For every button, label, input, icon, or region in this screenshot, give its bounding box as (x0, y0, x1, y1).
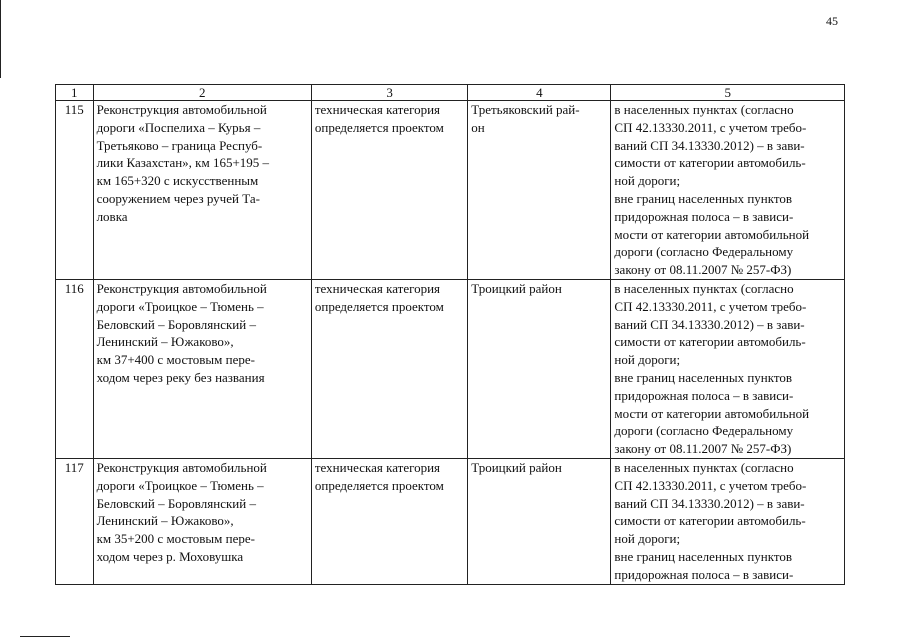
category-cell: техническая категория определяется проектом (311, 280, 467, 459)
category-cell: техническая категория определяется проектом (311, 101, 467, 280)
district-cell: Троицкий район (468, 280, 611, 459)
object-cell: Реконструкция автомобильной дороги «Троицкое – Тюмень – Беловский – Боровлянский – Ленинский – Южаково», км 35+200 с мостовым пере- ходом через р. Моховушка (93, 459, 311, 585)
object-cell: Реконструкция автомобильной дороги «Троицкое – Тюмень – Беловский – Боровлянский – Ленинский – Южаково», км 37+400 с мостовым пере- ходом через реку без названия (93, 280, 311, 459)
table-row (56, 101, 845, 280)
scan-edge-line-bottom (20, 636, 70, 637)
column-header-2: 2 (93, 85, 311, 101)
table-header (56, 85, 845, 101)
row-number-cell: 116 (56, 280, 94, 459)
category-cell: техническая категория определяется проектом (311, 459, 467, 585)
page-number: 45 (826, 14, 838, 28)
column-header-1: 1 (56, 85, 94, 101)
table-header-row (56, 85, 845, 101)
zone-cell: в населенных пунктах (согласно СП 42.13330.2011, с учетом требо- ваний СП 34.13330.2012) – в зави- симости от категории автомобиль- ной дороги; вне границ населенных пунктов придорожная полоса – в зависи- мости от категории автомобильной дороги (согласно Федеральному закону от 08.11.2007 № 257-ФЗ) (611, 101, 845, 280)
column-header-3: 3 (311, 85, 467, 101)
object-cell: Реконструкция автомобильной дороги «Поспелиха – Курья – Третьяково – граница Респуб- лики Казахстан», км 165+195 – км 165+320 с искусственным сооружением через ручей Та- ловка (93, 101, 311, 280)
table-row (56, 459, 845, 585)
document-table (55, 84, 845, 585)
row-number-cell: 115 (56, 101, 94, 280)
district-cell: Третьяковский рай- он (468, 101, 611, 280)
table-row (56, 280, 845, 459)
zone-cell: в населенных пунктах (согласно СП 42.13330.2011, с учетом требо- ваний СП 34.13330.2012) – в зави- симости от категории автомобиль- ной дороги; вне границ населенных пунктов придорожная полоса – в зависи- (611, 459, 845, 585)
scan-edge-line-left (0, 0, 1, 78)
column-header-5: 5 (611, 85, 845, 101)
column-header-4: 4 (468, 85, 611, 101)
table-body (56, 101, 845, 585)
zone-cell: в населенных пунктах (согласно СП 42.13330.2011, с учетом требо- ваний СП 34.13330.2012) – в зави- симости от категории автомобиль- ной дороги; вне границ населенных пунктов придорожная полоса – в зависи- мости от категории автомобильной дороги (согласно Федеральному закону от 08.11.2007 № 257-ФЗ) (611, 280, 845, 459)
row-number-cell: 117 (56, 459, 94, 585)
district-cell: Троицкий район (468, 459, 611, 585)
